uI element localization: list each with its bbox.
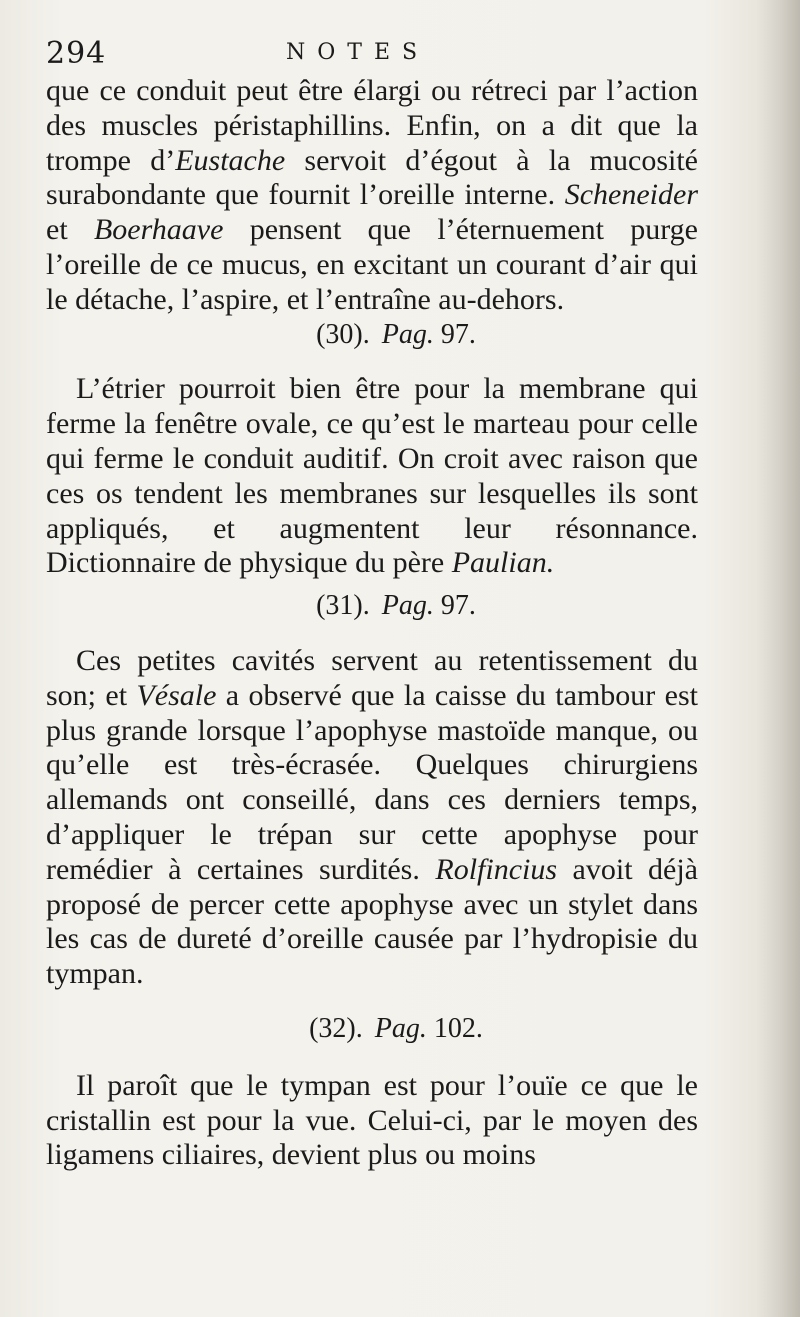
note-31-pag-label: Pag. [381, 590, 434, 622]
note-32-number: (32). [309, 1012, 363, 1044]
name-vesale: Vésale [136, 678, 217, 712]
paragraph-2-text: L’étrier pourroit bien être pour la membrane qui ferme la fenêtre ovale, ce qu’est le marteau pour celle qui ferme le conduit auditif. On croit avec raison que ces os tendent les membranes sur lesquelles ils sont appliqués, et augmentent leur résonnance. Dictionnaire de physique du père [46, 372, 698, 580]
paragraph-1-part-2: servoit d’égout à la mucosité surabondante que fournit l’oreille interne. [46, 143, 698, 212]
paragraph-3 [46, 644, 698, 992]
note-30-number: (30). [316, 318, 370, 350]
page-header [46, 30, 706, 80]
paragraph-1-part-1: que ce conduit peut être élargi ou rétreci par l’action des muscles péristaphillins. Enfin, on a dit que la trompe d’ [46, 74, 698, 177]
note-32-pag-number: 102. [433, 1012, 483, 1044]
paragraph-1 [46, 74, 698, 318]
name-eustache: Eustache [175, 143, 286, 177]
page-body [46, 74, 698, 1173]
running-title: NOTES [286, 40, 430, 65]
paragraph-2 [46, 372, 698, 581]
note-heading-30 [46, 318, 698, 353]
note-heading-32 [46, 1012, 698, 1047]
name-boerhaave: Boerhaave [93, 213, 224, 247]
paragraph-3-part-2: a observé que la caisse du tambour est plus grande lorsque l’apophyse mastoïde manque, ou qu’elle est très-écrasée. Quelques chirurgiens allemands ont conseillé, dans ces derniers temps, d’appliquer le trépan sur cette apophyse pour remédier à certaines surdités. [46, 678, 698, 886]
note-32-pag-label: Pag. [374, 1012, 427, 1044]
name-scheneider: Scheneider [564, 178, 698, 212]
note-heading-31 [46, 589, 698, 624]
page-edge-shadow [756, 0, 800, 1317]
note-31-number: (31). [316, 590, 370, 622]
paragraph-3-part-1: Ces petites cavités servent au retentissement du son; et [46, 643, 698, 712]
page-number: 294 [46, 36, 107, 71]
name-rolfincius: Rolfincius [435, 852, 558, 886]
paragraph-4 [46, 1069, 698, 1173]
name-paulian: Paulian. [451, 546, 555, 580]
paragraph-1-part-3: et [46, 213, 94, 247]
note-30-pag-number: 97. [440, 318, 476, 350]
paragraph-1-part-4: pensent que l’éternuement purge l’oreille de ce mucus, en excitant un courant d’air qui le détache, l’aspire, et l’entraîne au-dehors. [46, 213, 698, 316]
paragraph-3-part-3: avoit déjà proposé de percer cette apophyse avec un stylet dans les cas de dureté d’oreille causée par l’hydropisie du tympan. [46, 852, 698, 991]
note-31-pag-number: 97. [440, 590, 476, 622]
note-30-pag-label: Pag. [381, 318, 434, 350]
paragraph-4-text: Il paroît que le tympan est pour l’ouïe ce que le cristallin est pour la vue. Celui-ci, par le moyen des ligamens ciliaires, devient plus ou moins [46, 1068, 698, 1172]
